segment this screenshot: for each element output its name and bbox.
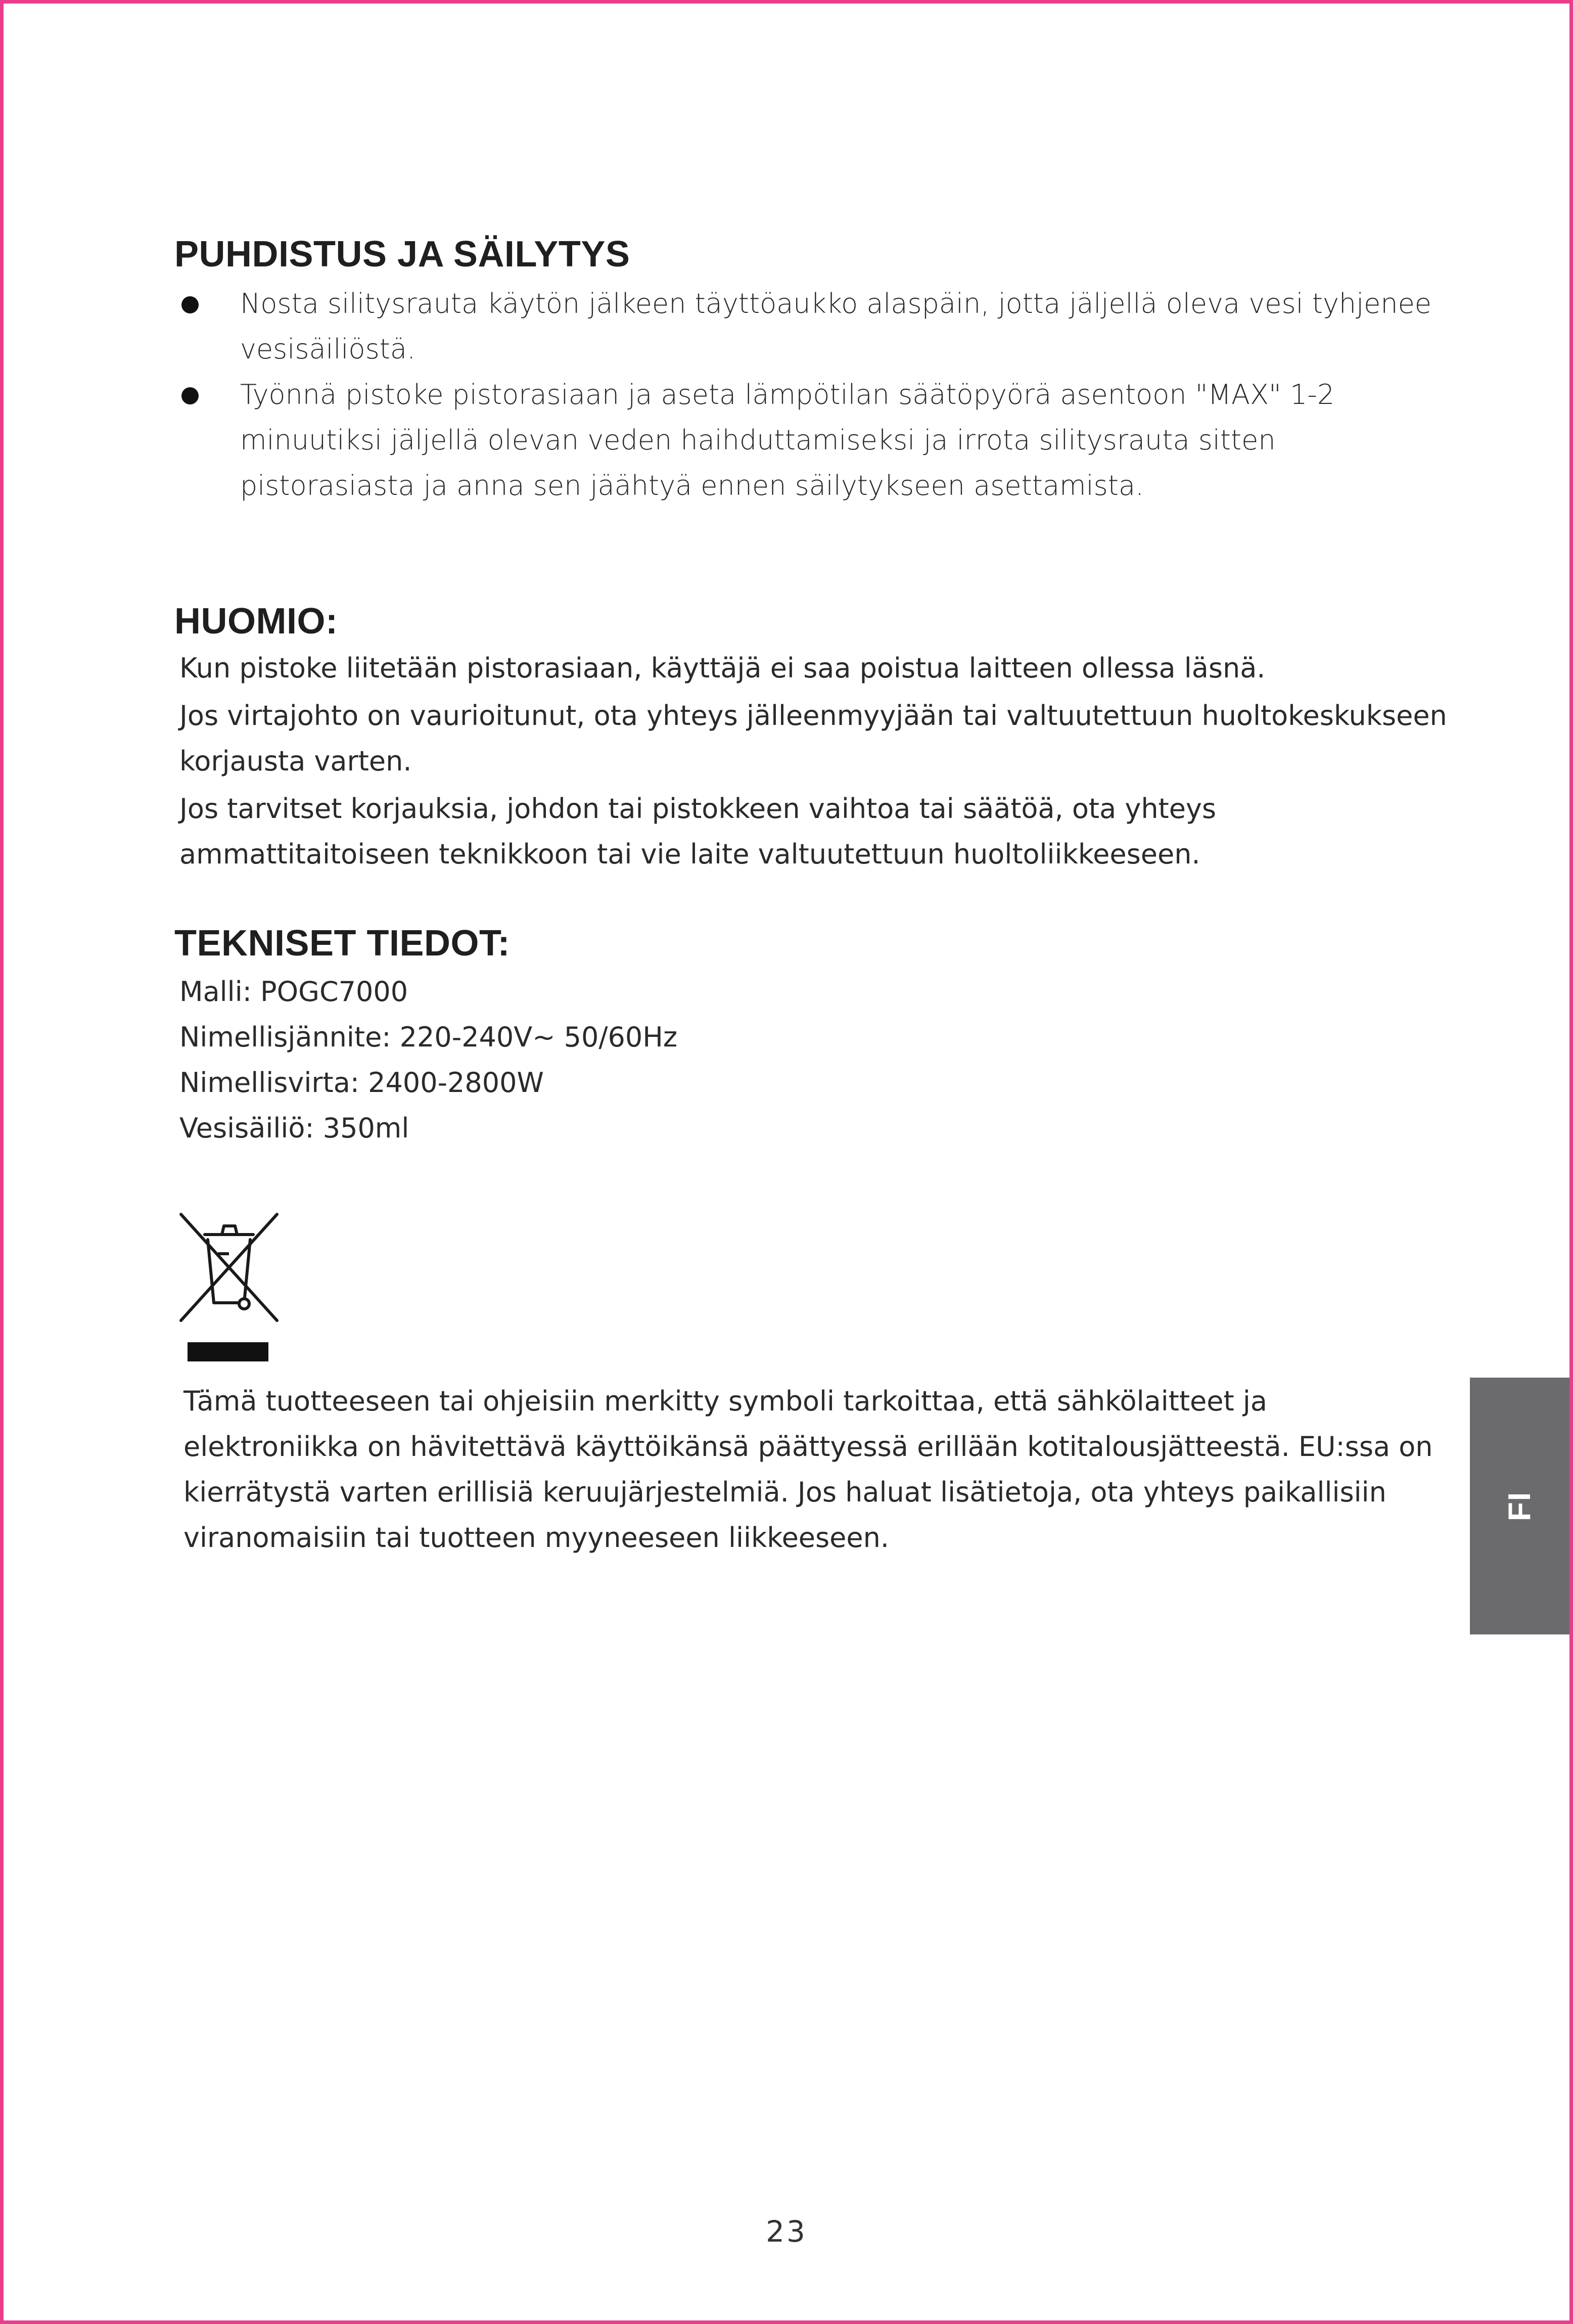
notice-heading: HUOMIO:: [174, 601, 338, 642]
spec-line-voltage: Nimellisjännite: 220-240V~ 50/60Hz: [179, 1021, 678, 1054]
list-item: [174, 281, 1448, 372]
bullet-icon: [181, 387, 199, 404]
spec-line-power: Nimellisvirta: 2400-2800W: [179, 1067, 544, 1099]
language-tab: [1470, 1378, 1569, 1634]
page-content: [174, 233, 1448, 1588]
cleaning-bullet-list: [174, 281, 1448, 509]
bullet-icon: [181, 296, 199, 313]
spec-line-model: Malli: POGC7000: [179, 976, 408, 1008]
page-number: 23: [766, 2214, 807, 2249]
tech-specs-section: [174, 922, 1448, 1151]
weee-symbol: [174, 1212, 1448, 1561]
notice-section: [174, 600, 1448, 877]
notice-paragraph: Kun pistoke liitetään pistorasiaan, käyttäjä ei saa poistua laitteen ollessa läsnä.: [179, 652, 1266, 684]
weee-disposal-text: Tämä tuotteeseen tai ohjeisiin merkitty symboli tarkoittaa, että sähkölaitteet ja elektroniikka on hävitettävä käyttöikänsä päättyessä erillään kotitalousjätteestä. EU:ssa on kierrätystä varten erillisiä keruujärjestelmiä. Jos haluat lisätietoja, ota yhteys paikallisiin viranomaisiin tai tuotteen myyneeseen liikkeeseen.: [183, 1385, 1433, 1554]
notice-paragraph: Jos virtajohto on vaurioitunut, ota yhteys jälleenmyyjään tai valtuutettuun huoltokeskukseen korjausta varten.: [179, 699, 1447, 777]
list-item: [174, 372, 1448, 509]
notice-paragraph: Jos tarvitset korjauksia, johdon tai pistokkeen vaihtoa tai säätöä, ota yhteys ammattitaitoiseen teknikkoon tai vie laite valtuutettuun huoltoliikkeeseen.: [179, 792, 1217, 870]
bullet-text: Työnnä pistoke pistorasiaan ja aseta lämpötilan säätöpyörä asentoon "MAX" 1-2 minuutiksi jäljellä olevan veden haihduttamiseksi ja irrota silitysrauta sitten pistorasiasta ja anna sen jäähtyä ennen säilytykseen asettamista.: [240, 379, 1335, 502]
language-tab-label: FI: [1502, 1491, 1537, 1521]
cleaning-section: [174, 233, 1448, 509]
crossed-out-wheelie-bin-icon: [178, 1212, 280, 1363]
spec-line-tank: Vesisäiliö: 350ml: [179, 1112, 409, 1145]
cleaning-heading: PUHDISTUS JA SÄILYTYS: [174, 234, 630, 275]
tech-specs-heading: TEKNISET TIEDOT:: [174, 923, 511, 964]
bullet-text: Nosta silitysrauta käytön jälkeen täyttöaukko alaspäin, jotta jäljellä oleva vesi tyhjenee vesisäiliöstä.: [240, 288, 1432, 366]
